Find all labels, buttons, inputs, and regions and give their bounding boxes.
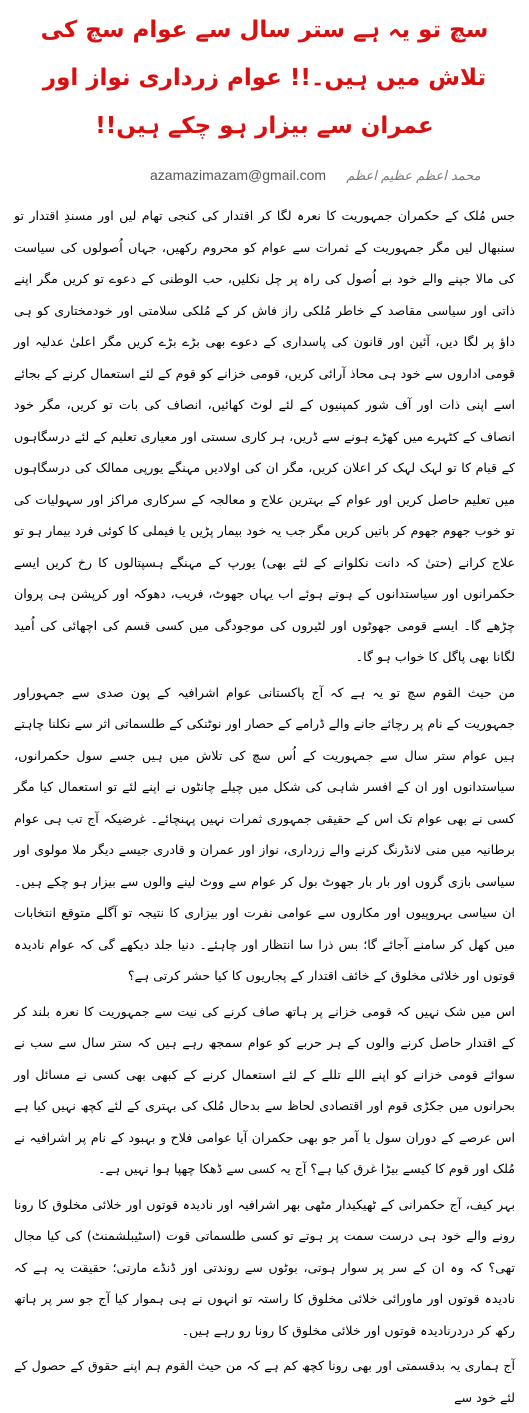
- article-paragraph: اس میں شک نہیں کہ قومی خزانے پر ہاتھ صاف کرنے کی نیت سے جمہوریت کا نعرہ بلند کر کے اقتدار حاصل کرنے والوں کے ہر حربے کو عوام سمجھ رہے ہیں کہ ستر سال سے سب نے سوائے قومی خزانے کو اپنے اللے تللے کے لئے استعمال کرنے کے کبھی بھی کسی نے مسائل اور بحرانوں میں جکڑی قوم اور اقتصادی لحاظ سے بدحال مُلک کی بہتری کے لئے کچھ نہیں کیا ہے اس عرصے کے دوران سول یا آمر جو بھی حکمران آیا عوامی فلاح و بہبود کے نام پر اشرافیہ نے مُلک اور قوم کا کیسے بیڑا غرق کیا ہے؟ آج یہ کسی سے ڈھکا چھپا ہوا نہیں ہے۔: [14, 1003, 515, 1176]
- article-paragraph: بہر کیف، آج حکمرانی کے ٹھیکیدار مٹھی بھر اشرافیہ اور نادیدہ قوتوں اور خلائی مخلوق کا رونا رونے والے خود ہی درست سمت پر ہوتے تو کسی طلسماتی قوت (اسٹیبلشمنٹ) کی کیا مجال تھی؟ کہ وہ ان کے سر پر سوار ہوتی، بوٹوں سے روندتی اور ڈنڈے مارتی؛ حقیقت یہ ہے کہ نادیدہ قوتوں اور ماورائی خلائی مخلوق کا راستہ تو انہوں نے ہی ہموار کیا آج جو سر پر ہاتھ رکھ کر دردرنادیدہ قوتوں اور خلائی مخلوق کا رونا رو رہے ہیں۔: [14, 1196, 515, 1338]
- article-body: [0, 186, 529, 1413]
- article-paragraph: آج ہماری یہ بدقسمتی اور بھی رونا کچھ کم ہے کہ من حیث القوم ہم اپنے حقوق کے حصول کے لئے خود سے: [14, 1358, 515, 1405]
- article-paragraph: من حیث القوم سچ تو یہ ہے کہ آج پاکستانی عوام اشرافیہ کے پون صدی سے جمہوراور جمہوریت کے نام پر رچائے جانے والے ڈرامے کے حصار اور نوٹنکی کے طلسماتی اثر سے نکلنا چاہتے ہیں عوام ستر سال سے جمہوریت کے اُس سچ کی تلاش میں ہیں جسے سول حکمرانوں، سیاستدانوں اور ان کے افسر شاہی کی شکل میں چیلے چانٹوں نے اپنے لئے تو استعمال کیا مگر کسی نے بھی عوام تک اس کے حقیقی جمہوری ثمرات نہیں پہنچائے۔ غرضیکہ آج تب ہی عوام برطانیہ میں منی لانڈرنگ کرنے والے زرداری، نواز اور عمران و قادری جیسے دیگر ملا مولوی اور سیاسی بازی گروں اور بار بار جھوٹ بول کر عوام سے ووٹ لینے والوں سے بیزار ہو چکے ہیں۔ ان سیاسی بہروپیوں اور مکاروں سے عوامی نفرت اور بیزاری کا نتیجہ تو آگلے متوقع انتخابات میں کھل کر سامنے آجائے گا؛ بس ذرا سا انتظار اور چاہئے۔ دنیا جلد دیکھے گی کہ عوام نادیدہ قوتوں اور خلائی مخلوق کے خائف اقتدار کے پجاریوں کا کیا حشر کرتی ہے؟: [14, 684, 515, 983]
- author-email: azamazimazam@gmail.com: [150, 167, 327, 183]
- author-name: محمد اعظم عظیم اعظم: [346, 169, 481, 184]
- article-headline: سچ تو یہ ہے ستر سال سے عوام سچ کی تلاش میں ہیں۔!! عوام زرداری نواز اور عمران سے بیزار ہو چکے ہیں!!: [40, 17, 489, 139]
- article-paragraph: جس مُلک کے حکمران جمہوریت کا نعرہ لگا کر اقتدار کی کنجی تھام لیں اور مسندِ اقتدار تو سنبھال لیں مگر جمہوریت کے ثمرات سے عوام کو محروم رکھیں، جہاں اُصولوں کی سیاست کی مالا جپنے والے خود بے اُصول کی راہ پر چل نکلیں، حب الوطنی کے دعوے تو کریں مگر اپنے ذاتی اور سیاسی مقاصد کے خاطر مُلکی راز فاش کر کے مُلکی سلامتی اور خودمختاری کو ہی داؤ پر لگا دیں، آئین اور قانون کی پاسداری کے دعوے بھی بڑے بڑے کریں مگر اعلیٰ عدلیہ اور قومی اداروں سے خود ہی محاذ آرائی کریں، قومی خزانے کو قوم کے لئے استعمال کرنے کے بجائے اسے اپنی ذات اور آف شور کمپنیوں کے لئے لوٹ کھائیں، انصاف کی بات تو کریں، مگر خود انصاف کے کٹہرے میں کھڑے ہونے سے ڈریں، ہر کاری سستی اور معیاری تعلیم کے لئے درسگاہوں کے قیام کا تو لہک لہک کر اعلان کریں، مگر ان کی اولادیں مہنگے یورپی ممالک کی درسگاہوں میں تعلیم حاصل کریں اور عوام کے بہترین علاج و معالجہ کے سرکاری مراکز اور سہولیات کی تو خوب جھوم جھوم کر باتیں کریں مگر جب یہ خود بیمار پڑیں یا فیملی کا کوئی فرد بیمار ہو تو علاج کرانے (حتیٰ کہ دانت نکلوانے کے لئے بھی) یورپ کے مہنگے ہسپتالوں کا رخ کریں ایسے حکمرانوں اور سیاستدانوں کے ہوتے ہوئے اب یہاں جھوٹ، فریب، دھوکہ اور کرپشن ہی پروان چڑھے گا۔ ایسے قومی جھوٹوں اور لٹیروں کی موجودگی میں کسی قسم کی اچھائی کی اُمید لگانا بھی پاگل کا خواب ہو گا۔: [14, 208, 515, 664]
- byline: [0, 164, 529, 186]
